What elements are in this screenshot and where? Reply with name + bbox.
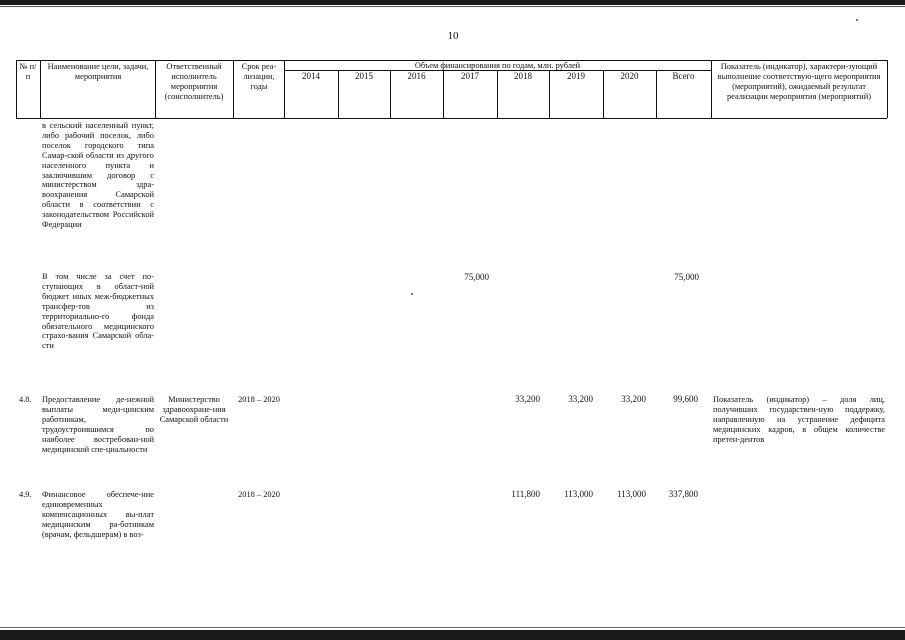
row-value-total: 75,000 (674, 272, 699, 282)
row-description: Предоставление де-нежной выплаты меди-цинским работникам, трудоустроившимся по наиболее востребован-ной медицинской спе-циальности (42, 395, 154, 454)
header-name: Наименование цели, задачи, мероприятия (47, 62, 149, 81)
row-value-total: 99,600 (673, 394, 698, 404)
header-year-2019: 2019 (567, 71, 585, 81)
header-year-2020: 2020 (620, 71, 639, 81)
row-term: 2018 – 2020 (238, 395, 280, 404)
row-number: 4.9. (19, 490, 32, 499)
row-description: Финансовое обеспече-ние единовременных компенсационных вы-плат медицинским ра-ботникам (врачам, фельдшерам) в воз- (42, 490, 154, 539)
row-value-2018: 111,800 (511, 489, 540, 499)
row-value-2019: 33,200 (568, 394, 593, 404)
header-num: № п/п (19, 62, 37, 81)
col-border (233, 60, 234, 118)
col-border (711, 60, 712, 118)
row-indicator: Показатель (индикатор) – доля лиц, получивших государствен-ную поддержку, направленную на устранение дефицита медицинских кадров, в общем количестве претен-дентов (713, 395, 885, 444)
header-funding-title: Объем финансирования по годам, млн. рублей (414, 61, 581, 70)
col-border (40, 60, 41, 118)
header-indicator: Показатель (индикатор), характери-зующий выполнение соответствую-щего мероприятия (мероприятий), ожидаемый результат реализации мероприятия (мероприятий) (717, 62, 881, 101)
row-value-2020: 113,000 (617, 489, 646, 499)
row-value-total: 337,800 (668, 489, 698, 499)
col-border (603, 70, 604, 118)
header-year-2015: 2015 (355, 71, 373, 81)
header-responsible: Ответственный исполнитель мероприятия (соисполнитель) (164, 62, 224, 101)
scan-speck (411, 293, 413, 295)
row-description: в сельский населенный пункт, либо рабочий поселок, либо поселок городского типа Самар-ской области из другого населенного пункта и заключившим договор с министерством здра-воохранения Самарской области в соответствии с законодательством Российской Федерации (42, 121, 154, 230)
scan-speck (856, 19, 858, 21)
header-year-2018: 2018 (514, 71, 532, 81)
col-border (443, 70, 444, 118)
header-total: Всего (672, 71, 695, 81)
col-border (390, 70, 391, 118)
row-description: В том числе за счет по-ступающих в област-ной бюджет иных меж-бюджетных трансфер-тов из территориально-го фонда обязательного медицинского страхо-вания Самарской обла-сти (42, 272, 154, 351)
col-border (656, 70, 657, 118)
row-number: 4.8. (19, 395, 32, 404)
col-border (549, 70, 550, 118)
row-value-2019: 113,000 (564, 489, 593, 499)
row-term: 2018 – 2020 (238, 490, 280, 499)
page-number: 10 (447, 30, 459, 42)
header-year-2014: 2014 (302, 71, 320, 81)
header-year-2016: 2016 (407, 71, 426, 81)
col-border (16, 60, 17, 118)
row-value-2017: 75,000 (464, 272, 489, 282)
row-responsible: Министерство здравоохране-ния Самарской области (159, 395, 229, 424)
col-border (497, 70, 498, 118)
row-value-2020: 33,200 (621, 394, 646, 404)
scan-edge-top-line (0, 6, 905, 7)
scan-edge-top (0, 0, 905, 5)
col-border (155, 60, 156, 118)
scan-edge-bottom (0, 630, 905, 640)
col-border (284, 60, 285, 118)
header-bottom-border (16, 118, 887, 119)
col-border (338, 70, 339, 118)
header-term: Срок реа-лизации, годы (241, 62, 277, 91)
header-year-2017: 2017 (461, 71, 479, 81)
scan-edge-bottom-line (0, 627, 905, 628)
col-border (887, 60, 888, 118)
row-value-2018: 33,200 (515, 394, 540, 404)
